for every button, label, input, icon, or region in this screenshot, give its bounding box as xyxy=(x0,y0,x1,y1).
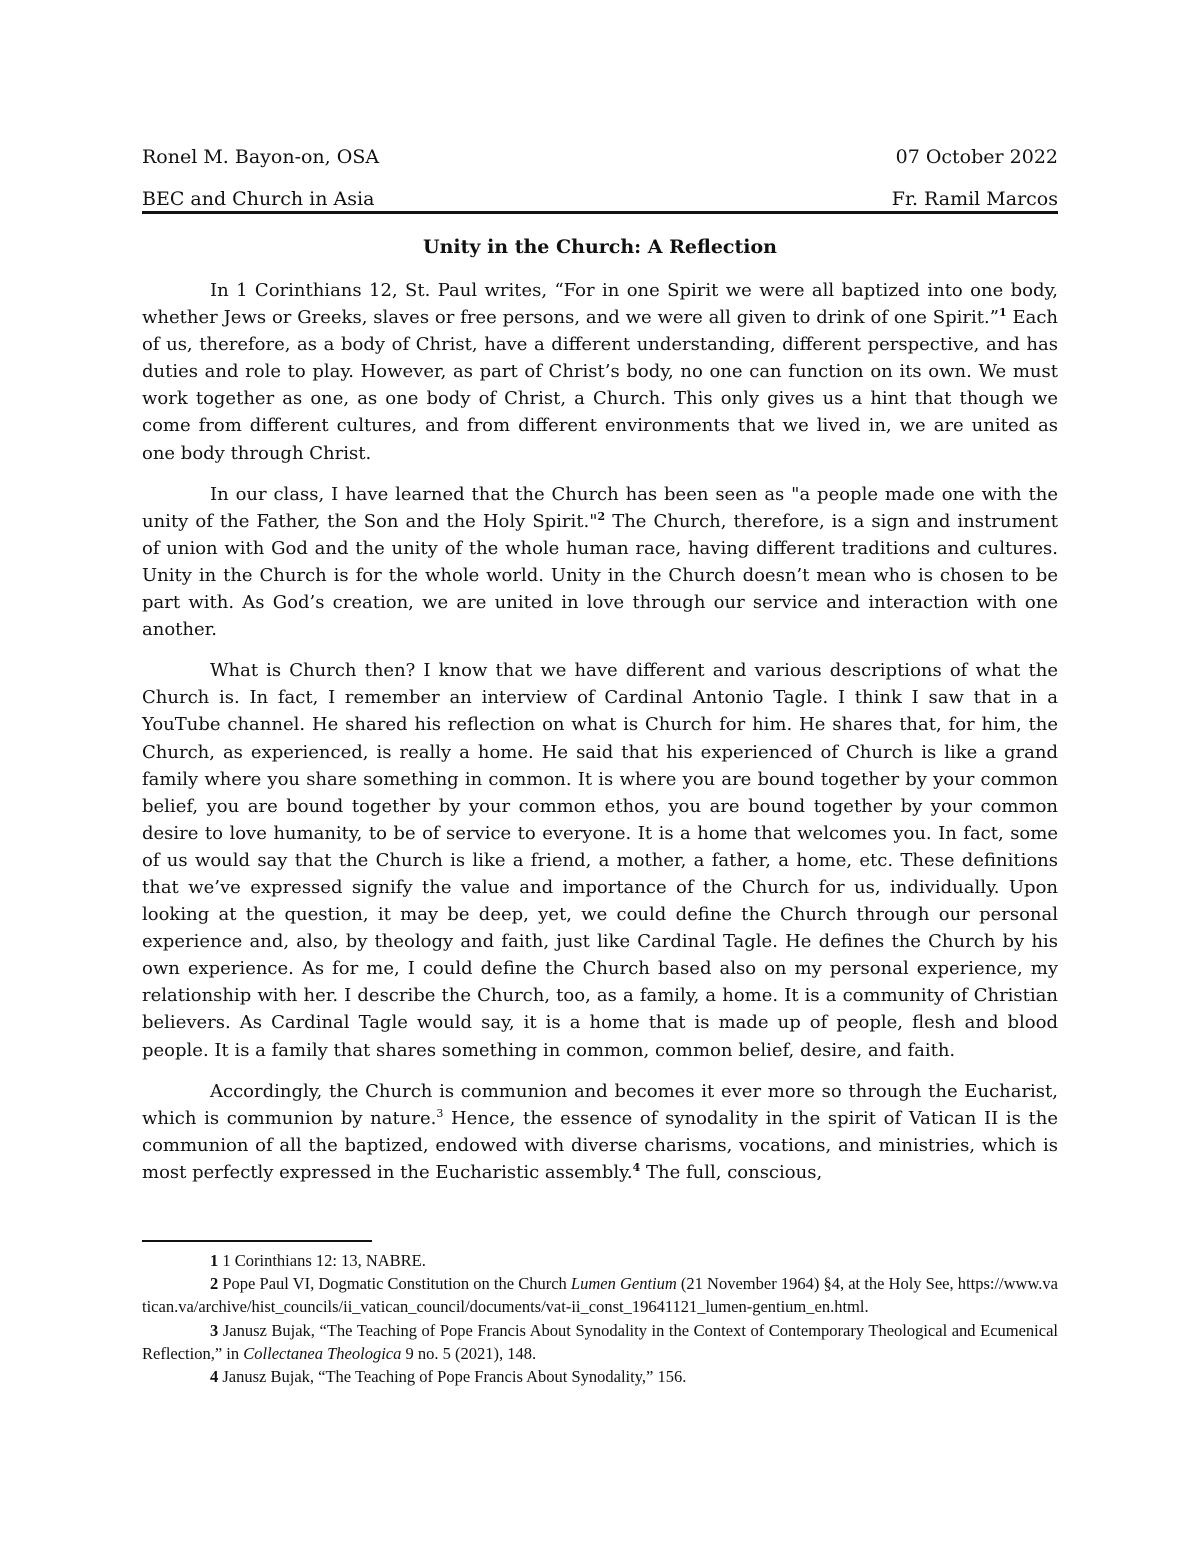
footnote-ref-4: 4 xyxy=(632,1160,641,1174)
paragraph-1 xyxy=(142,277,1058,467)
document-page xyxy=(142,0,1058,1553)
paragraph-2-text-b: The Church, therefore, is a sign and instrument of union with God and the unity of the whole human race, having different traditions and cultures. Unity in the Church is for the whole world. Unity in the Church doesn’t mean who is chosen to be part with. As God’s creation, we are united in love through our service and interaction with one another. xyxy=(142,510,1058,641)
paragraph-4 xyxy=(142,1078,1058,1186)
footnote-text: 1 Corinthians 12: 13, NABRE. xyxy=(218,1251,426,1270)
body-text xyxy=(142,277,1058,1200)
header-divider xyxy=(142,211,1058,214)
footnote-2 xyxy=(142,1272,1058,1318)
author-name: Ronel M. Bayon-on, OSA xyxy=(142,146,380,168)
footnote-text: (21 November 1964) §4, at the Holy See, xyxy=(676,1274,958,1294)
footnote-text: Janusz Bujak, “The Teaching of Pope Francis About Synodality in the Context of Contemporary Theological and Ecumenical Reflection,” in xyxy=(142,1320,1058,1363)
footnote-number: 1 xyxy=(210,1251,219,1270)
footnote-number: 3 xyxy=(210,1320,219,1340)
paragraph-3: What is Church then? I know that we have different and various descriptions of what the Church is. In fact, I remember an interview of Cardinal Antonio Tagle. I think I saw that in a YouTube channel. He shared his reflection on what is Church for him. He shares that, for him, the Church, as experienced, is really a home. He said that his experienced of Church is like a grand family where you share something in common. It is where you are bound together by your common belief, you are bound together by your common ethos, you are bound together by your common desire to love humanity, to be of service to everyone. It is a home that welcomes you. In fact, some of us would say that the Church is like a friend, a mother, a father, a home, etc. These definitions that we’ve expressed signify the value and importance of the Church for us, individually. Upon looking at the question, it may be deep, yet, we could define the Church through our personal experience and, also, by theology and faith, just like Cardinal Tagle. He defines the Church by his own experience. As for me, I could define the Church based also on my personal experience, my relationship with her. I describe the Church, too, as a family, a home. It is a community of Christian believers. As Cardinal Tagle would say, it is a home that is made up of people, flesh and blood people. It is a family that shares something in common, common belief, desire, and faith. xyxy=(142,660,1058,1061)
footnote-url: https://www.vatican.va/archive/hist_councils/ii_vatican_council/documents/vat-ii_const_19641121_lumen-gentium_en.html. xyxy=(142,1274,1058,1317)
paragraph-1-text-a: In 1 Corinthians 12, St. Paul writes, “For in one Spirit we were all baptized into one body, whether Jews or Greeks, slaves or free persons, and we were all given to drink of one Spirit.” xyxy=(142,280,1058,329)
paragraph-2-text-a: In our class, I have learned that the Church has been seen as "a people made one with the unity of the Father, the Son and the Holy Spirit." xyxy=(142,483,1058,532)
footnote-text: 9 no. 5 (2021), 148. xyxy=(401,1343,537,1363)
paragraph-4-text-c: The full, conscious, xyxy=(640,1161,823,1183)
paragraph-4-text-b: Hence, the essence of synodality in the spirit of Vatican II is the communion of all the baptized, endowed with diverse charisms, vocations, and ministries, which is most perfectly expressed in the Eucharistic assembly. xyxy=(142,1107,1058,1183)
footnote-title-italic: Lumen Gentium xyxy=(570,1274,677,1294)
footnote-number: 2 xyxy=(210,1274,219,1294)
footnotes xyxy=(142,1249,1058,1388)
document-date: 07 October 2022 xyxy=(895,146,1058,168)
course-name: BEC and Church in Asia xyxy=(142,188,375,210)
footnote-text: Janusz Bujak, “The Teaching of Pope Francis About Synodality,” 156. xyxy=(218,1367,687,1387)
footnote-ref-1: 1 xyxy=(998,306,1007,320)
footnote-1 xyxy=(142,1249,1058,1272)
paragraph-2 xyxy=(142,481,1058,644)
footnote-4 xyxy=(142,1365,1058,1388)
header-row-1 xyxy=(142,145,1058,169)
footnote-number: 4 xyxy=(210,1367,219,1387)
header-row-2 xyxy=(142,187,1058,211)
document-title: Unity in the Church: A Reflection xyxy=(423,236,777,258)
footnote-ref-2: 2 xyxy=(597,509,606,523)
footnote-divider xyxy=(142,1240,372,1242)
footnote-text: Pope Paul VI, Dogmatic Constitution on the Church xyxy=(218,1274,571,1294)
footnote-3 xyxy=(142,1319,1058,1365)
footnote-title-italic: Collectanea Theologica xyxy=(243,1343,402,1363)
paragraph-4-text-a: Accordingly, the Church is communion and becomes it ever more so through the Eucharist, which is communion by nature. xyxy=(142,1080,1058,1129)
paragraph-1-text-b: Each of us, therefore, as a body of Christ, have a different understanding, different perspective, and has duties and role to play. However, as part of Christ’s body, no one can function on its own. We must work together as one, as one body of Christ, a Church. This only gives us a hint that though we come from different cultures, and from different environments that we lived in, we are united as one body through Christ. xyxy=(142,307,1058,464)
professor-name: Fr. Ramil Marcos xyxy=(891,188,1058,210)
footnote-ref-3: 3 xyxy=(436,1106,444,1120)
